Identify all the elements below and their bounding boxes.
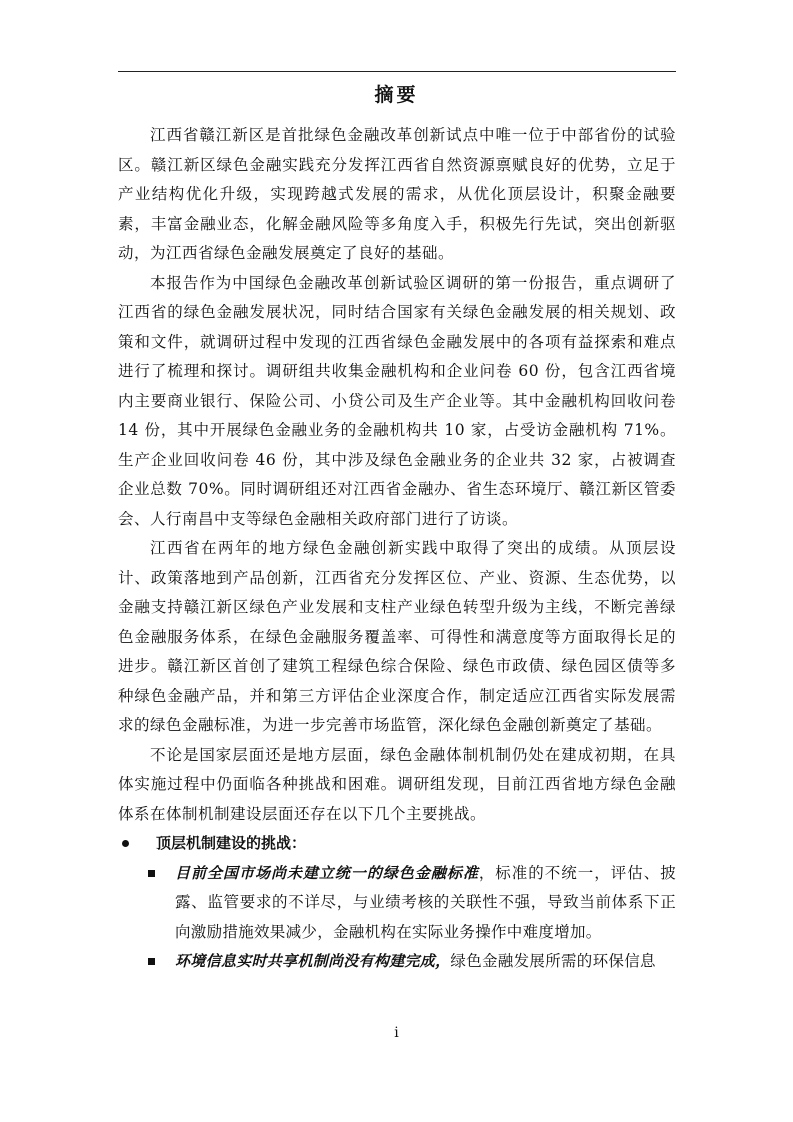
paragraph-2: 本报告作为中国绿色金融改革创新试验区调研的第一份报告，重点调研了江西省的绿色金融发展状况，同时结合国家有关绿色金融发展的相关规划、政策和文件，就调研过程中发现的江西省绿色金融发展中的各项有益探索和难点进行了梳理和探讨。调研组共收集金融机构和企业问卷 60 份，包含江西省境内主要商业银行、保险公司、小贷公司及生产企业等。其中金融机构回收问卷 14 份，其中开展绿色金融业务的金融机构共 10 家，占受访金融机构 71%。生产企业回收问卷 46 份，其中涉及绿色金融业务的企业共 32 家，占被调查企业总数 70%。同时调研组还对江西省金融办、省生态环境厅、赣江新区管委会、人行南昌中支等绿色金融相关政府部门进行了访谈。: [118, 273, 676, 528]
sub-item: [118, 947, 676, 977]
paragraph-4: 不论是国家层面还是地方层面，绿色金融体制机制仍处在建成初期，在具体实施过程中仍面临各种挑战和困难。调研组发现，目前江西省地方绿色金融体系在体制机制建设层面还存在以下几个主要挑战。: [118, 745, 676, 823]
bullet-title: 顶层机制建设的挑战：: [156, 834, 307, 852]
page-number: i: [394, 1025, 399, 1041]
bullet-dot-icon: [122, 840, 129, 847]
sub-item-text: ，标准的不统一，评估、披露、监管要求的不详尽，与业绩考核的关联性不强，导致当前体系下正向激励措施效果减少，金融机构在实际业务操作中难度增加。: [175, 863, 676, 941]
sub-item-text: 绿色金融发展所需的环保信息: [450, 952, 656, 970]
page-title: 摘要: [374, 84, 419, 106]
paragraph-3: 江西省在两年的地方绿色金融创新实践中取得了突出的成绩。从顶层设计、政策落地到产品创新，江西省充分发挥区位、产业、资源、生态优势，以金融支持赣江新区绿色产业发展和支柱产业绿色转型升级为主线，不断完善绿色金融服务体系，在绿色金融服务覆盖率、可得性和满意度等方面取得长足的进步。赣江新区首创了建筑工程绿色综合保险、绿色市政债、绿色园区债等多种绿色金融产品，并和第三方评估企业深度合作，制定适应江西省实际发展需求的绿色金融标准，为进一步完善市场监管，深化绿色金融创新奠定了基础。: [118, 539, 676, 734]
sub-item-heading: 目前全国市场尚未建立统一的绿色金融标准: [175, 863, 479, 882]
header-rule: [118, 71, 676, 72]
sub-item: [118, 859, 676, 948]
bullet-item: [118, 829, 676, 859]
square-bullet-icon: [148, 870, 155, 877]
sub-item-heading: 环境信息实时共享机制尚没有构建完成，: [175, 952, 451, 970]
paragraph-1: 江西省赣江新区是首批绿色金融改革创新试点中唯一位于中部省份的试验区。赣江新区绿色金融实践充分发挥江西省自然资源禀赋良好的优势，立足于产业结构优化升级，实现跨越式发展的需求，从优化顶层设计，积聚金融要素，丰富金融业态，化解金融风险等多角度入手，积极先行先试，突出创新驱动，为江西省绿色金融发展奠定了良好的基础。: [118, 126, 676, 262]
square-bullet-icon: [148, 958, 155, 965]
document-body: [118, 121, 676, 977]
